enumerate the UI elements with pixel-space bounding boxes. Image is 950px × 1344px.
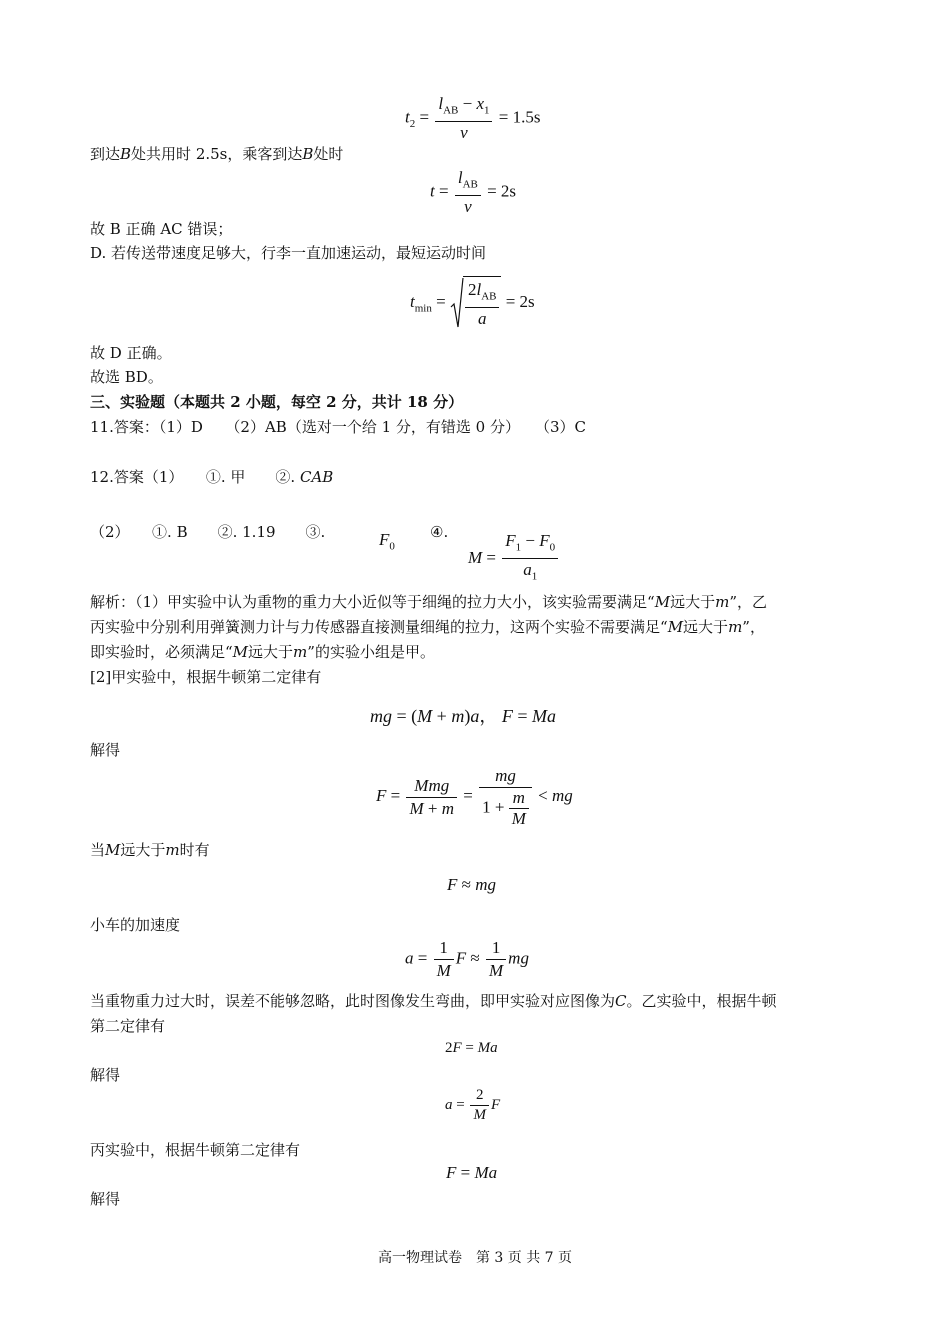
text-line: [2]甲实验中，根据牛顿第二定律有 xyxy=(90,668,322,686)
text-line: 小车的加速度 xyxy=(90,916,181,934)
text-line: ④. xyxy=(430,523,449,541)
text-line: （2） ①. B ②. 1.19 ③. xyxy=(90,523,326,541)
equation-yi: 2F = Ma xyxy=(445,1040,498,1056)
text-line: 解得 xyxy=(90,1190,121,1208)
text-line: 解析：（1）甲实验中认为重物的重力大小近似等于细绳的拉力大小，该实验需要满足“M远大于m”，乙 xyxy=(90,593,767,611)
text-line: 当M远大于m时有 xyxy=(90,841,210,859)
text-line: 故 D 正确。 xyxy=(90,344,172,362)
equation-F-approx: F ≈ mg xyxy=(447,875,497,894)
equation-t2: $t_2$ = $\frac{l_{AB} - x_1}{v}$ = 1.5s xyxy=(405,94,541,143)
text-line: 解得 xyxy=(90,741,121,759)
text-line: 解得 xyxy=(90,1066,121,1084)
equation-t: t = $\frac{l_{AB}}{v}$ = 2s xyxy=(430,168,517,217)
section-heading: 三、实验题（本题共 2 小题，每空 2 分，共计 18 分） xyxy=(90,393,464,411)
equation-newton-jia: mg = (M + m)a， F = Ma xyxy=(370,706,556,726)
equation-M: M = $\frac{F_1 - F_0}{a_1}$ xyxy=(468,530,560,588)
text-line: D. 若传送带速度足够大，行李一直加速运动，最短运动时间 xyxy=(90,244,487,262)
equation-f0: $F_0$ xyxy=(379,530,395,553)
text-line: 故 B 正确 AC 错误； xyxy=(90,220,233,238)
text-line: 到达B处共用时 2.5s，乘客到达B处时 xyxy=(90,145,344,163)
equation-a-yi: a = $\frac{2}{M}$ F xyxy=(445,1087,501,1123)
equation-tmin: $t_{min}$ = $\frac{2l_{AB}}{a}$ = 2s xyxy=(410,276,535,330)
text-line: 第二定律有 xyxy=(90,1017,166,1035)
equation-bing: F = Ma xyxy=(446,1163,498,1182)
text-line: 12.答案（1） ①. 甲 ②. CAB xyxy=(90,468,334,486)
equation-F-derivation: F = $\frac{\text{Mmg}}{M + m}$ = mg 1 + $\frac{m}{M}$ < mg xyxy=(376,766,573,828)
text-line: 丙实验中分别利用弹簧测力计与力传感器直接测量细绳的拉力，这两个实验不需要满足“M远大于m”， xyxy=(90,618,765,636)
text-line: 即实验时，必须满足“M远大于m”的实验小组是甲。 xyxy=(90,643,435,661)
page-footer: 高一物理试卷 第 3 页 共 7 页 xyxy=(377,1250,573,1266)
text-line: 11.答案：（1）D （2）AB（选对一个给 1 分，有错选 0 分） （3）C xyxy=(90,418,587,436)
text-line: 故选 BD。 xyxy=(90,368,163,386)
text-line: 丙实验中，根据牛顿第二定律有 xyxy=(90,1141,301,1159)
equation-acceleration: a = $\frac{1}{M}$ F ≈ $\frac{1}{M}$ mg xyxy=(405,938,529,980)
text-line: 当重物重力过大时，误差不能够忽略，此时图像发生弯曲，即甲实验对应图像为C。乙实验中，根据牛顿 xyxy=(90,992,777,1010)
